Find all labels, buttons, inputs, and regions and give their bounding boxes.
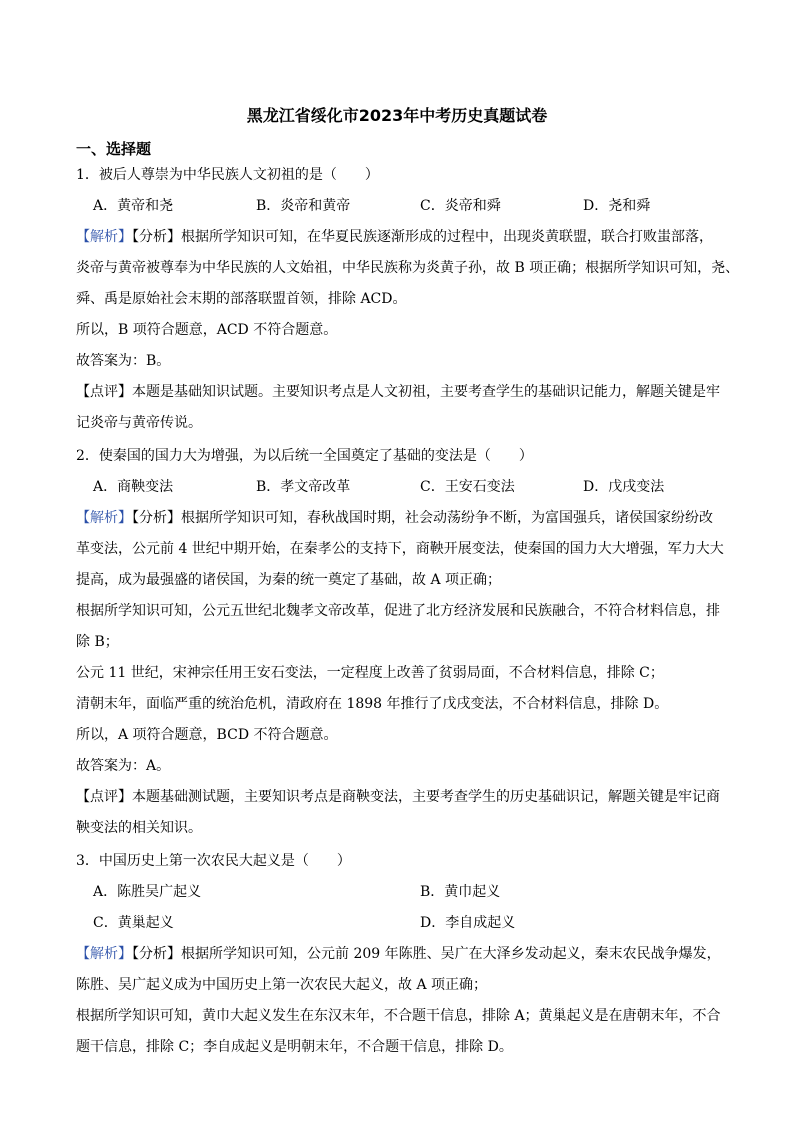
q1-option-c: C．炎帝和舜 xyxy=(420,198,501,214)
q2-analysis-line-4: 根据所学知识可知，公元五世纪北魏孝文帝改革，促进了北方经济发展和民族融合，不符合材料信息，排 xyxy=(76,603,720,619)
q3-analysis-line-4: 题干信息，排除 C；李自成起义是明朝末年，不合题干信息，排除 D。 xyxy=(76,1039,513,1055)
q1-analysis-line-2: 炎帝与黄帝被尊奉为中华民族的人文始祖，中华民族称为炎黄子孙，故 B 项正确；根据所学知识可知，尧、 xyxy=(76,260,740,276)
page-title: 黑龙江省绥化市2023年中考历史真题试卷 xyxy=(246,106,548,125)
question-2-stem: 2．使秦国的国力大为增强，为以后统一全国奠定了基础的变法是（ ） xyxy=(76,448,533,464)
q1-option-d: D．尧和舜 xyxy=(583,198,651,214)
q2-analysis-line-1: 【解析】【分析】根据所学知识可知，春秋战国时期，社会动荡纷争不断，为富国强兵，诸侯国家纷纷改 xyxy=(76,510,713,526)
analysis-tag: 【解析】 xyxy=(76,510,132,526)
section-title: 一、选择题 xyxy=(76,140,152,158)
q2-analysis-line-2: 革变法，公元前 4 世纪中期开始，在秦孝公的支持下，商鞅开展变法，使秦国的国力大大增强，军力大大 xyxy=(76,541,724,557)
q3-option-b: B．黄巾起义 xyxy=(420,884,501,900)
q2-analysis-line-8: 所以，A 项符合题意，BCD 不符合题意。 xyxy=(76,727,338,743)
q2-option-b: B．孝文帝改革 xyxy=(256,479,351,495)
q2-analysis-line-5: 除 B； xyxy=(76,634,119,650)
q2-option-c: C．王安石变法 xyxy=(420,479,515,495)
analysis-tag: 【解析】 xyxy=(76,229,132,245)
q3-option-c: C．黄巢起义 xyxy=(93,915,174,931)
q2-option-a: A．商鞅变法 xyxy=(93,479,174,495)
q3-option-a: A．陈胜吴广起义 xyxy=(93,884,202,900)
analysis-tag: 【解析】 xyxy=(76,946,132,962)
q1-analysis-line-4: 所以，B 项符合题意，ACD 不符合题意。 xyxy=(76,322,338,338)
q2-analysis-line-3: 提高，成为最强盛的诸侯国，为秦的统一奠定了基础，故 A 项正确； xyxy=(76,572,502,588)
q1-analysis-line-1: 【解析】【分析】根据所学知识可知，在华夏民族逐渐形成的过程中，出现炎黄联盟，联合打败蚩部落， xyxy=(76,229,713,245)
question-3-stem: 3．中国历史上第一次农民大起义是（ ） xyxy=(76,853,351,869)
q1-option-b: B．炎帝和黄帝 xyxy=(256,198,351,214)
q2-analysis-line-7: 清朝末年，面临严重的统治危机，清政府在 1898 年推行了戊戌变法，不合材料信息，排除 D。 xyxy=(76,696,669,712)
question-1-stem: 1．被后人尊崇为中华民族人文初祖的是（ ） xyxy=(76,167,379,183)
q2-option-d: D．戊戌变法 xyxy=(583,479,665,495)
q3-analysis-line-1: 【解析】【分析】根据所学知识可知，公元前 209 年陈胜、吴广在大泽乡发动起义，秦末农民战争爆发， xyxy=(76,946,721,962)
q1-analysis-line-7: 记炎帝与黄帝传说。 xyxy=(76,415,202,431)
q2-analysis-line-9: 故答案为：A。 xyxy=(76,758,171,774)
q1-option-a: A．黄帝和尧 xyxy=(93,198,174,214)
q1-analysis-line-5: 故答案为：B。 xyxy=(76,353,171,369)
q3-analysis-line-3: 根据所学知识可知，黄巾大起义发生在东汉末年，不合题干信息，排除 A；黄巢起义是在唐朝末年，不合 xyxy=(76,1008,721,1024)
q2-analysis-line-11: 鞅变法的相关知识。 xyxy=(76,820,202,836)
q1-analysis-line-6: 【点评】本题是基础知识试题。主要知识考点是人文初祖，主要考查学生的基础识记能力，解题关键是牢 xyxy=(76,384,720,400)
q2-analysis-line-10: 【点评】本题基础测试题，主要知识考点是商鞅变法，主要考查学生的历史基础识记，解题关键是牢记商 xyxy=(76,789,720,805)
q2-analysis-line-6: 公元 11 世纪，宋神宗任用王安石变法，一定程度上改善了贫弱局面，不合材料信息，排除 C； xyxy=(76,665,664,681)
q3-analysis-line-2: 陈胜、吴广起义成为中国历史上第一次农民大起义，故 A 项正确； xyxy=(76,977,488,993)
q3-option-d: D．李自成起义 xyxy=(420,915,516,931)
q1-analysis-line-3: 舜、禹是原始社会末期的部落联盟首领，排除 ACD。 xyxy=(76,291,407,307)
